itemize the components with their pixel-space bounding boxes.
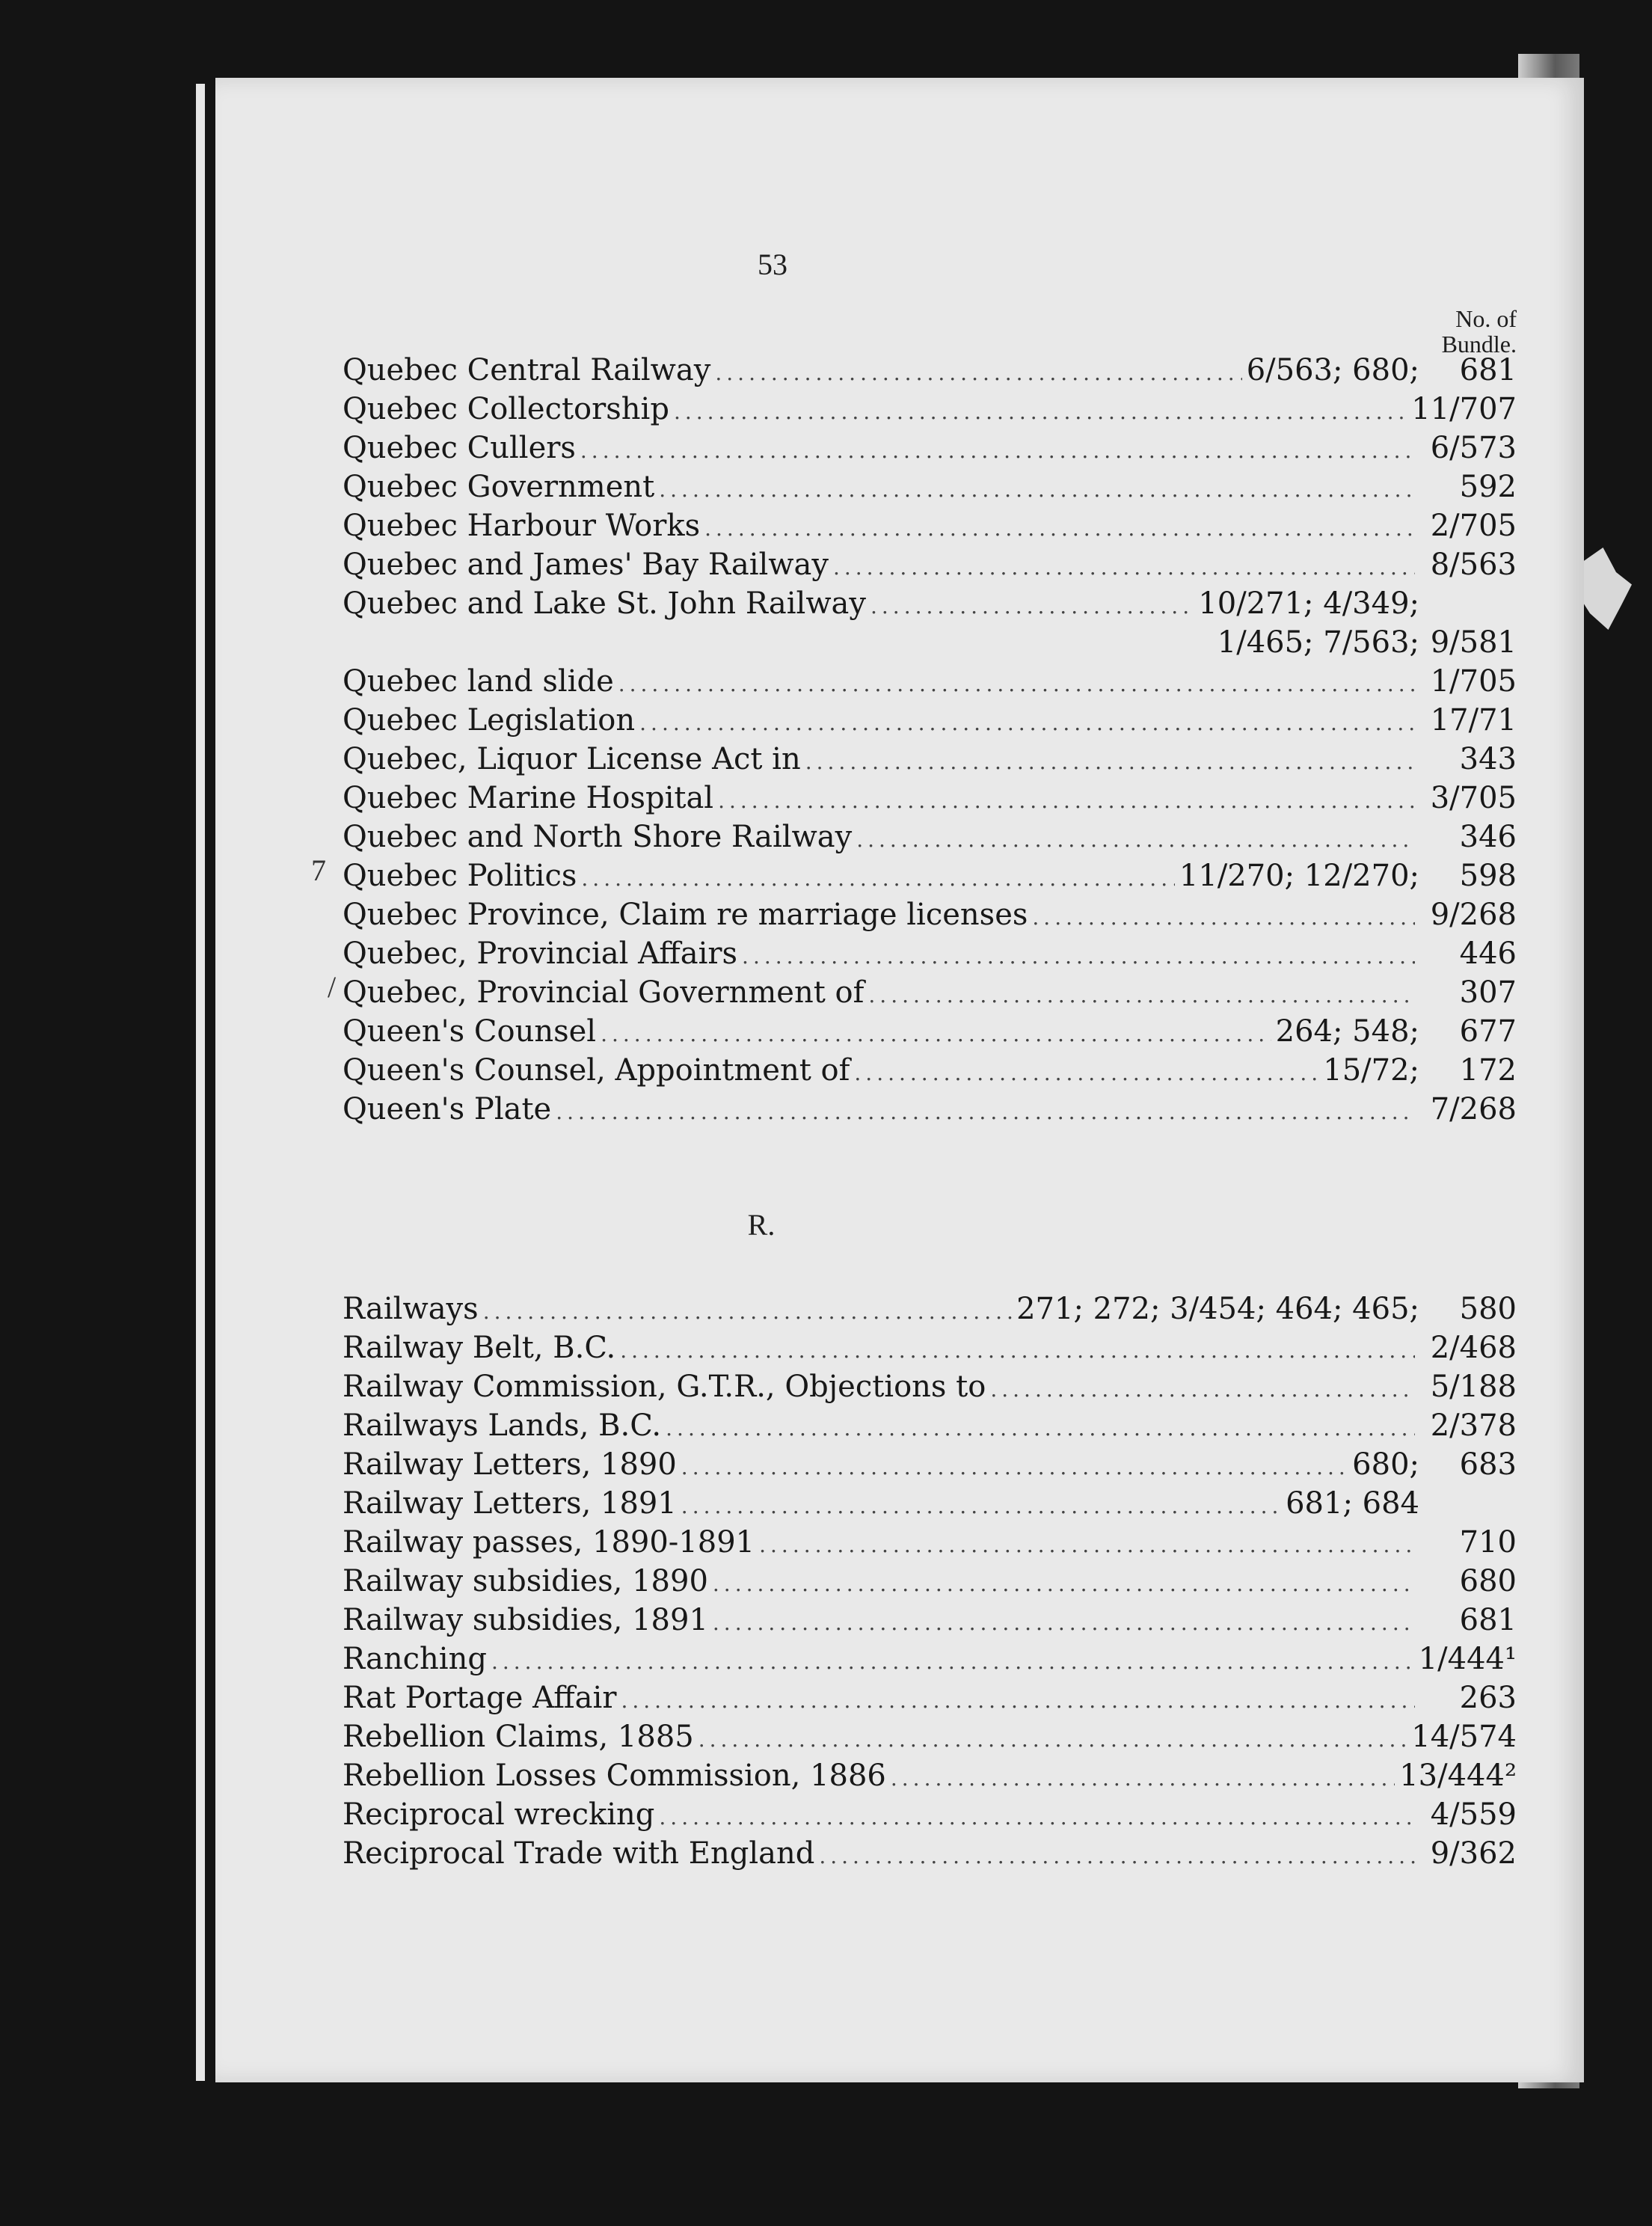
dot-leader bbox=[491, 1643, 1414, 1681]
entry-bundle: 2/468 bbox=[1430, 1331, 1517, 1365]
index-entry bbox=[343, 1484, 1517, 1523]
entry-bundle: 343 bbox=[1459, 742, 1517, 776]
dot-leader bbox=[742, 937, 1415, 976]
index-entry bbox=[343, 545, 1517, 584]
entry-bundle: 2/705 bbox=[1430, 509, 1517, 543]
entry-term: Railways Lands, B.C. bbox=[343, 1408, 662, 1443]
entry-term: Quebec and North Shore Railway bbox=[343, 820, 853, 854]
margin-mark-seven: 7 bbox=[311, 853, 326, 887]
entry-term: Rebellion Losses Commission, 1886 bbox=[343, 1759, 886, 1793]
entry-references: 271; 272; 3/454; 464; 465; bbox=[1016, 1292, 1419, 1326]
dot-leader bbox=[713, 1565, 1415, 1604]
entry-bundle: 263 bbox=[1459, 1681, 1517, 1715]
column-header-line2: Bundle. bbox=[1441, 331, 1517, 358]
entry-bundle: 17/71 bbox=[1430, 703, 1517, 738]
entry-bundle: 13/444² bbox=[1399, 1759, 1517, 1793]
entry-bundle: 681 bbox=[1459, 1603, 1517, 1637]
entry-term: Quebec Collectorship bbox=[343, 392, 669, 426]
entry-term: Railway passes, 1890-1891 bbox=[343, 1525, 755, 1560]
index-entry bbox=[343, 1523, 1517, 1562]
entry-bundle: 580 bbox=[1459, 1292, 1517, 1326]
index-entry bbox=[343, 1562, 1517, 1601]
index-entry bbox=[343, 429, 1517, 467]
dot-leader bbox=[674, 393, 1407, 432]
dot-leader bbox=[718, 782, 1415, 821]
entry-term: Quebec land slide bbox=[343, 664, 614, 699]
dot-leader bbox=[868, 976, 1415, 1015]
dot-leader bbox=[580, 432, 1415, 470]
book-spine-edge bbox=[196, 84, 205, 2081]
entry-term: Rebellion Claims, 1885 bbox=[343, 1720, 694, 1754]
dot-leader bbox=[581, 859, 1174, 898]
entry-bundle: 14/574 bbox=[1411, 1720, 1517, 1754]
index-entry bbox=[343, 467, 1517, 506]
entry-bundle: 681 bbox=[1459, 353, 1517, 387]
entry-bundle: 6/573 bbox=[1430, 431, 1517, 465]
entry-bundle: 9/268 bbox=[1430, 898, 1517, 932]
index-entry bbox=[343, 1012, 1517, 1051]
entry-bundle: 2/378 bbox=[1430, 1408, 1517, 1443]
entry-bundle: 5/188 bbox=[1430, 1370, 1517, 1404]
index-entry bbox=[343, 895, 1517, 934]
continuation-references: 1/465; 7/563; bbox=[1217, 625, 1419, 660]
index-entry bbox=[343, 1795, 1517, 1834]
entry-bundle: 307 bbox=[1459, 975, 1517, 1010]
index-section-q bbox=[343, 351, 1517, 1129]
dot-leader bbox=[1032, 898, 1415, 937]
entry-bundle: 172 bbox=[1459, 1053, 1517, 1088]
entry-term: Railway subsidies, 1890 bbox=[343, 1564, 708, 1598]
book-page bbox=[215, 78, 1584, 2082]
dot-leader bbox=[601, 1015, 1271, 1054]
entry-bundle: 346 bbox=[1459, 820, 1517, 854]
entry-term: Railways bbox=[343, 1292, 479, 1326]
dot-leader bbox=[854, 1054, 1318, 1093]
entry-term: Quebec Cullers bbox=[343, 431, 576, 465]
dot-leader bbox=[666, 1409, 1415, 1448]
index-entry bbox=[343, 740, 1517, 779]
margin-mark-slash: / bbox=[328, 970, 337, 1004]
entry-bundle: 8/563 bbox=[1430, 548, 1517, 582]
entry-bundle: 1/705 bbox=[1430, 664, 1517, 699]
index-entry bbox=[343, 818, 1517, 856]
entry-term: Quebec Government bbox=[343, 470, 655, 504]
entry-term: Queen's Counsel bbox=[343, 1014, 597, 1049]
dot-leader bbox=[870, 587, 1194, 626]
index-entry bbox=[343, 1328, 1517, 1367]
dot-leader bbox=[715, 354, 1241, 393]
entry-bundle: 3/705 bbox=[1430, 781, 1517, 815]
index-entry bbox=[343, 351, 1517, 390]
dot-leader bbox=[805, 743, 1415, 782]
entry-bundle: 598 bbox=[1459, 859, 1517, 893]
entry-references: 6/563; 680; bbox=[1246, 353, 1419, 387]
dot-leader bbox=[833, 548, 1415, 587]
entry-references: 15/72; bbox=[1323, 1053, 1419, 1088]
entry-references: 11/270; 12/270; bbox=[1179, 859, 1419, 893]
entry-term: Quebec, Provincial Government of bbox=[343, 975, 865, 1010]
index-entry bbox=[343, 584, 1517, 623]
dot-leader bbox=[639, 704, 1415, 743]
dot-leader bbox=[856, 821, 1415, 859]
index-entry bbox=[343, 973, 1517, 1012]
entry-term: Queen's Plate bbox=[343, 1092, 552, 1126]
entry-term: Reciprocal Trade with England bbox=[343, 1836, 815, 1871]
dot-leader bbox=[556, 1093, 1415, 1132]
entry-references: 264; 548; bbox=[1275, 1014, 1419, 1049]
entry-bundle: 677 bbox=[1459, 1014, 1517, 1049]
index-entry bbox=[343, 779, 1517, 818]
index-entry bbox=[343, 934, 1517, 973]
index-entry bbox=[343, 701, 1517, 740]
entry-term: Quebec Politics bbox=[343, 859, 577, 893]
entry-term: Railway subsidies, 1891 bbox=[343, 1603, 708, 1637]
dot-leader bbox=[681, 1448, 1348, 1487]
index-entry-continuation bbox=[343, 623, 1517, 662]
entry-term: Railway Letters, 1891 bbox=[343, 1486, 677, 1521]
index-entry bbox=[343, 1717, 1517, 1756]
dot-leader bbox=[620, 1331, 1415, 1370]
index-entry bbox=[343, 1445, 1517, 1484]
index-entry bbox=[343, 1640, 1517, 1678]
entry-term: Quebec Legislation bbox=[343, 703, 636, 738]
dot-leader bbox=[891, 1759, 1395, 1798]
index-section-r bbox=[343, 1290, 1517, 1873]
entry-bundle: 683 bbox=[1459, 1447, 1517, 1482]
entry-term: Rat Portage Affair bbox=[343, 1681, 617, 1715]
entry-bundle: 4/559 bbox=[1430, 1797, 1517, 1832]
entry-term: Railway Letters, 1890 bbox=[343, 1447, 677, 1482]
entry-bundle: 9/362 bbox=[1430, 1836, 1517, 1871]
entry-references: 680; bbox=[1352, 1447, 1419, 1482]
section-heading-r: R. bbox=[747, 1208, 776, 1242]
entry-term: Quebec Central Railway bbox=[343, 353, 711, 387]
entry-term: Quebec and Lake St. John Railway bbox=[343, 586, 866, 621]
entry-term: Quebec Harbour Works bbox=[343, 509, 701, 543]
column-header bbox=[1188, 306, 1517, 357]
entry-bundle: 1/444¹ bbox=[1418, 1642, 1517, 1676]
entry-references: 10/271; 4/349; bbox=[1198, 586, 1419, 621]
dot-leader bbox=[618, 665, 1415, 704]
entry-term: Quebec, Liquor License Act in bbox=[343, 742, 801, 776]
dot-leader bbox=[819, 1837, 1415, 1876]
index-entry bbox=[343, 1367, 1517, 1406]
entry-term: Reciprocal wrecking bbox=[343, 1797, 655, 1832]
index-entry bbox=[343, 390, 1517, 429]
entry-bundle: 7/268 bbox=[1430, 1092, 1517, 1126]
entry-bundle: 11/707 bbox=[1411, 392, 1517, 426]
entry-term: Quebec Marine Hospital bbox=[343, 781, 714, 815]
entry-bundle: 446 bbox=[1459, 936, 1517, 971]
column-header-line1: No. of bbox=[1455, 305, 1517, 332]
dot-leader bbox=[713, 1604, 1415, 1643]
index-entry bbox=[343, 1601, 1517, 1640]
index-entry bbox=[343, 1678, 1517, 1717]
entry-bundle: 710 bbox=[1459, 1525, 1517, 1560]
dot-leader bbox=[483, 1293, 1012, 1331]
dot-leader bbox=[681, 1487, 1281, 1526]
index-entry bbox=[343, 1090, 1517, 1129]
dot-leader bbox=[759, 1526, 1415, 1565]
index-entry bbox=[343, 1290, 1517, 1328]
entry-term: Queen's Counsel, Appointment of bbox=[343, 1053, 850, 1088]
index-entry bbox=[343, 856, 1517, 895]
entry-term: Ranching bbox=[343, 1642, 487, 1676]
entry-term: Quebec Province, Claim re marriage licenses bbox=[343, 898, 1028, 932]
dot-leader bbox=[621, 1681, 1415, 1720]
entry-term: Railway Commission, G.T.R., Objections to bbox=[343, 1370, 986, 1404]
index-entry bbox=[343, 1756, 1517, 1795]
dot-leader bbox=[659, 470, 1415, 509]
entry-bundle: 592 bbox=[1459, 470, 1517, 504]
entry-bundle: 680 bbox=[1459, 1564, 1517, 1598]
entry-term: Quebec and James' Bay Railway bbox=[343, 548, 829, 582]
dot-leader bbox=[698, 1720, 1407, 1759]
entry-term: Quebec, Provincial Affairs bbox=[343, 936, 738, 971]
index-entry bbox=[343, 1406, 1517, 1445]
continuation-bundle: 9/581 bbox=[1430, 625, 1517, 660]
dot-leader bbox=[990, 1370, 1415, 1409]
page-number: 53 bbox=[758, 248, 787, 281]
dot-leader bbox=[704, 509, 1415, 548]
index-entry bbox=[343, 662, 1517, 701]
entry-references: 681; 684 bbox=[1286, 1486, 1419, 1521]
entry-term: Railway Belt, B.C. bbox=[343, 1331, 616, 1365]
index-entry bbox=[343, 1834, 1517, 1873]
dot-leader bbox=[659, 1798, 1415, 1837]
index-entry bbox=[343, 506, 1517, 545]
index-entry bbox=[343, 1051, 1517, 1090]
